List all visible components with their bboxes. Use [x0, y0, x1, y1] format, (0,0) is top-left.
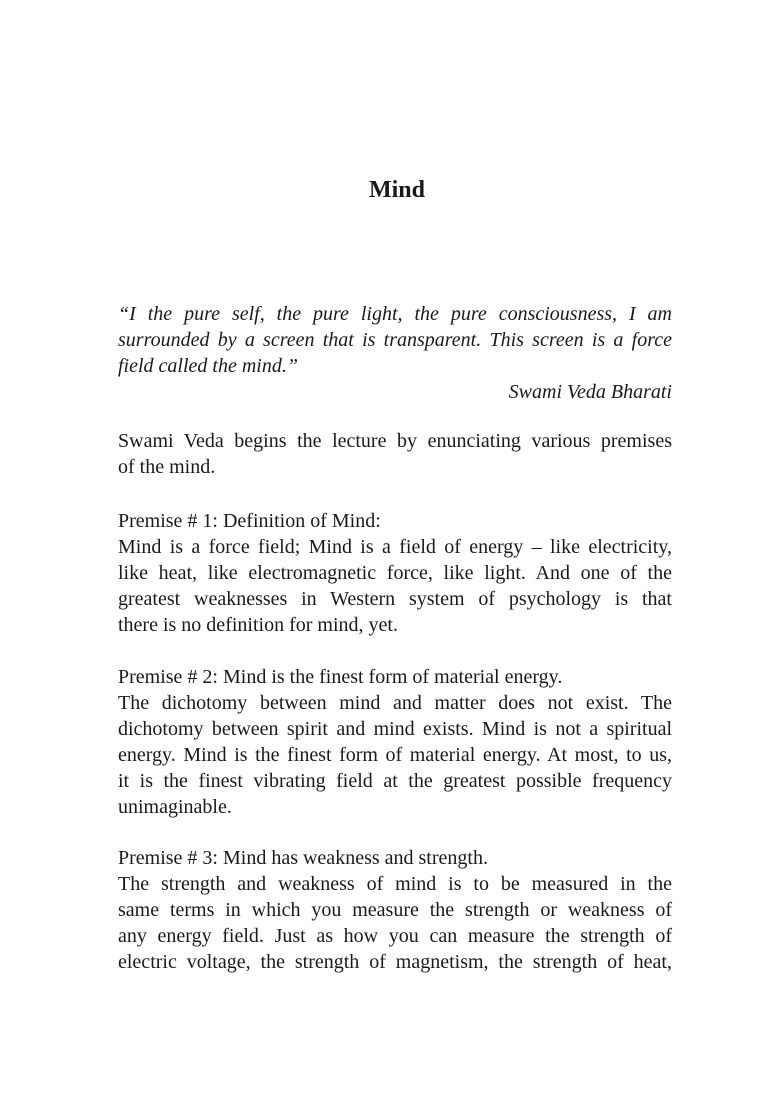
- text-line: unimaginable.: [118, 796, 232, 818]
- quote-line: surrounded by a screen that is transparent. This screen is a force: [118, 329, 672, 351]
- quote-attribution: Swami Veda Bharati: [508, 381, 672, 403]
- premise-heading: Premise # 3: Mind has weakness and strength.: [118, 847, 488, 869]
- premise-heading: Premise # 1: Definition of Mind:: [118, 510, 381, 532]
- paragraph-intro: [118, 428, 672, 480]
- text-line: greatest weaknesses in Western system of psychology is that: [118, 588, 672, 610]
- text-line: dichotomy between spirit and mind exists. Mind is not a spiritual: [118, 718, 672, 740]
- text-line: like heat, like electromagnetic force, like light. And one of the: [118, 562, 672, 584]
- paragraph-premise-3: [118, 845, 672, 975]
- text-line: of the mind.: [118, 456, 216, 478]
- text-line: The dichotomy between mind and matter does not exist. The: [118, 692, 672, 714]
- text-line: Mind is a force field; Mind is a field of energy – like electricity,: [118, 536, 672, 558]
- epigraph-quote: [118, 301, 672, 405]
- text-line: same terms in which you measure the strength or weakness of: [118, 899, 672, 921]
- premise-heading: Premise # 2: Mind is the finest form of material energy.: [118, 666, 563, 688]
- quote-line: field called the mind.”: [118, 355, 298, 377]
- quote-line: “I the pure self, the pure light, the pure consciousness, I am: [118, 303, 672, 325]
- text-line: it is the finest vibrating field at the greatest possible frequency: [118, 770, 672, 792]
- text-line: any energy field. Just as how you can measure the strength of: [118, 925, 672, 947]
- page-title: Mind: [368, 177, 425, 203]
- text-line: electric voltage, the strength of magnetism, the strength of heat,: [118, 951, 672, 973]
- paragraph-premise-2: [118, 664, 672, 820]
- text-line: The strength and weakness of mind is to be measured in the: [118, 873, 672, 895]
- paragraph-premise-1: [118, 508, 672, 638]
- text-line: there is no definition for mind, yet.: [118, 614, 398, 636]
- text-line: energy. Mind is the finest form of material energy. At most, to us,: [118, 744, 672, 766]
- text-line: Swami Veda begins the lecture by enunciating various premises: [118, 430, 672, 452]
